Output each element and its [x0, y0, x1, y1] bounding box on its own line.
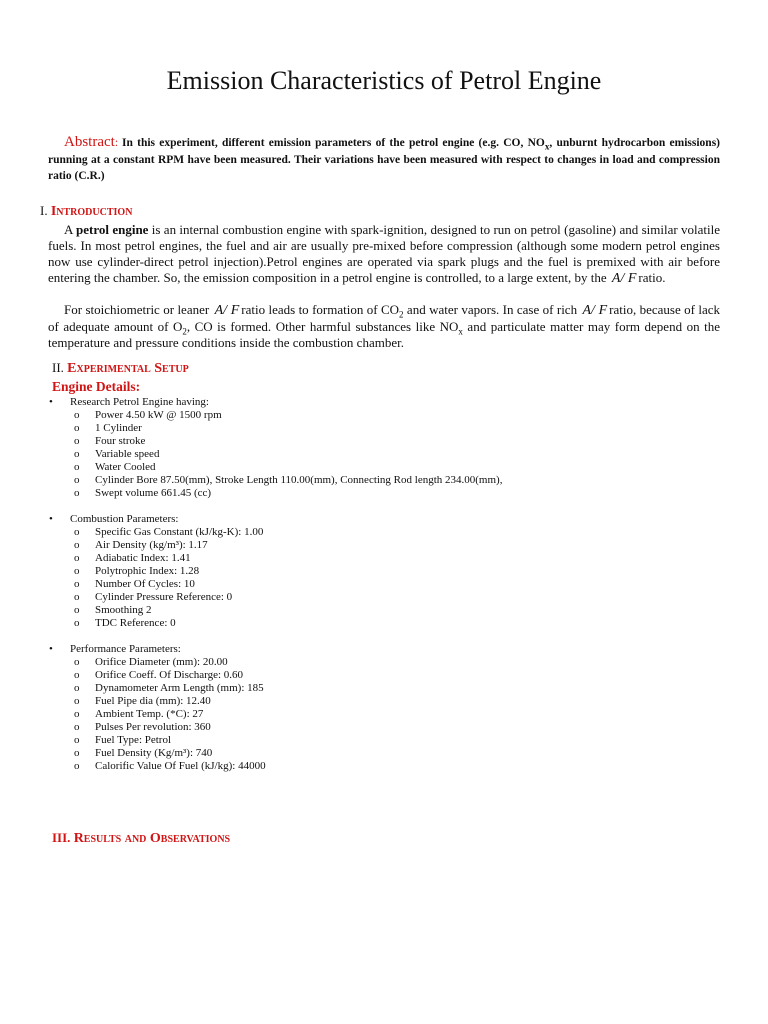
list-item-text: Water Cooled	[95, 461, 156, 473]
co2-subscript: 2	[399, 309, 404, 320]
list-item-text: Cylinder Bore 87.50(mm), Stroke Length 110.00(mm), Connecting Rod length 234.00(mm),	[95, 474, 503, 486]
af-ratio-symbol: A/ F	[611, 271, 637, 286]
list-heading-text: Performance Parameters:	[70, 643, 181, 655]
list-item	[48, 539, 728, 552]
introduction-paragraph-2: For stoichiometric or leaner A/ F ratio leads to formation of $CO_2$ and water vapors. In case of rich A/ F ratio, because of lack of adequate amount of $O_2$, CO is formed. Other harmful substances like $NO_x$ and particulate matter may form depend on the temperature and pressure conditions inside the combustion chamber.	[48, 302, 721, 350]
list-item-text: Power 4.50 kW @ 1500 rpm	[95, 409, 222, 421]
af-ratio-symbol: A/ F	[214, 303, 240, 318]
section-title: Results and Observations	[73, 831, 231, 846]
list-item-text: Cylinder Pressure Reference: 0	[95, 591, 233, 603]
parameter-group-combustion	[48, 513, 728, 630]
sub-bullet-marker: o	[74, 760, 80, 772]
sub-bullet-marker: o	[74, 604, 80, 616]
list-item-text: TDC Reference: 0	[95, 617, 176, 629]
bullet-marker: •	[49, 396, 53, 408]
af-ratio-symbol: A/ F	[582, 303, 608, 318]
section-number: II.	[52, 360, 64, 375]
sub-bullet-marker: o	[74, 539, 80, 551]
sub-bullet-marker: o	[74, 487, 80, 499]
sub-bullet-marker: o	[74, 747, 80, 759]
list-item	[48, 760, 728, 773]
sub-bullet-marker: o	[74, 578, 80, 590]
list-item-text: Fuel Type: Petrol	[95, 734, 172, 746]
section-heading-introduction	[40, 202, 132, 221]
section-heading-results	[52, 829, 230, 848]
bullet-marker: •	[49, 643, 53, 655]
list-item-text: Variable speed	[95, 448, 160, 460]
list-item	[48, 526, 728, 539]
list-item-text: Air Density (kg/m³): 1.17	[95, 539, 208, 551]
list-item	[48, 734, 728, 747]
sub-bullet-marker: o	[74, 552, 80, 564]
list-item	[48, 695, 728, 708]
list-item	[48, 448, 728, 461]
list-item	[48, 578, 728, 591]
list-heading-text: Combustion Parameters:	[70, 513, 179, 525]
introduction-paragraph-1: A petrol engine is an internal combustion engine with spark-ignition, designed to run on petrol (gasoline) and similar volatile fuels. In most petrol engines, the fuel and air are usually pre-mixed before compression (although some modern petrol engines now use cylinder-direct petrol injection).Petrol engines are operated via spark plugs and the fuel is premixed with air before entering the chamber. So, the emission composition in a petrol engine is controlled, to a large extent, by the A/ F ratio.	[48, 222, 721, 286]
sub-bullet-marker: o	[74, 565, 80, 577]
bullet-marker: •	[49, 513, 53, 525]
document-title: Emission Characteristics of Petrol Engine	[166, 66, 602, 95]
sub-bullet-marker: o	[74, 656, 80, 668]
list-item	[48, 708, 728, 721]
list-item-text: Four stroke	[95, 435, 146, 447]
sub-bullet-marker: o	[74, 617, 80, 629]
list-heading	[48, 513, 728, 526]
list-item	[48, 409, 728, 422]
section-number: I.	[40, 203, 48, 218]
list-heading	[48, 396, 728, 409]
list-item-text: Smoothing 2	[95, 604, 152, 616]
list-item	[48, 591, 728, 604]
list-item	[48, 617, 728, 630]
list-item	[48, 461, 728, 474]
section-heading-experimental-setup	[52, 359, 189, 378]
parameter-group-engine	[48, 396, 728, 500]
section-number: III.	[52, 830, 71, 845]
list-item-text: Pulses Per revolution: 360	[95, 721, 211, 733]
sub-bullet-marker: o	[74, 526, 80, 538]
list-item-text: Polytrophic Index: 1.28	[95, 565, 200, 577]
list-item-text: Number Of Cycles: 10	[95, 578, 195, 590]
list-item	[48, 656, 728, 669]
list-item-text: Orifice Coeff. Of Discharge: 0.60	[95, 669, 244, 681]
parameter-group-performance	[48, 643, 728, 773]
list-item-text: Dynamometer Arm Length (mm): 185	[95, 682, 264, 694]
list-item-text: Ambient Temp. (*C): 27	[95, 708, 204, 720]
list-item-text: Adiabatic Index: 1.41	[95, 552, 191, 564]
sub-bullet-marker: o	[74, 435, 80, 447]
section-title: Experimental Setup	[67, 361, 189, 376]
list-item	[48, 422, 728, 435]
abstract-text: In this experiment, different emission parameters of the petrol engine (e.g. CO, NO	[122, 137, 545, 149]
list-item-text: Calorific Value Of Fuel (kJ/kg): 44000	[95, 760, 266, 772]
list-item-text: 1 Cylinder	[95, 422, 142, 434]
sub-bullet-marker: o	[74, 409, 80, 421]
sub-bullet-marker: o	[74, 422, 80, 434]
list-item	[48, 435, 728, 448]
abstract-colon: :	[114, 137, 119, 149]
list-item	[48, 565, 728, 578]
list-item	[48, 604, 728, 617]
o2-subscript: 2	[182, 326, 187, 337]
sub-bullet-marker: o	[74, 708, 80, 720]
nox-subscript: x	[458, 326, 463, 337]
list-heading-text: Research Petrol Engine having:	[70, 396, 209, 408]
section-title: Introduction	[50, 204, 133, 219]
list-item-text: Swept volume 661.45 (cc)	[95, 487, 212, 499]
sub-bullet-marker: o	[74, 461, 80, 473]
list-item	[48, 721, 728, 734]
list-heading	[48, 643, 728, 656]
list-item-text: Specific Gas Constant (kJ/kg-K): 1.00	[95, 526, 264, 538]
abstract-nox-subscript: x	[544, 141, 550, 152]
abstract-label: Abstract	[64, 134, 115, 150]
sub-bullet-marker: o	[74, 695, 80, 707]
abstract	[48, 134, 720, 185]
list-item	[48, 474, 728, 487]
sub-bullet-marker: o	[74, 734, 80, 746]
term-petrol-engine: petrol engine	[76, 222, 149, 237]
list-item	[48, 682, 728, 695]
abstract-text-cont: , unburnt hydrocarbon emissions) running at a constant RPM have been measured. Their variations have been measured with respect to changes in load and compression ratio (C.R.)	[48, 137, 720, 182]
sub-bullet-marker: o	[74, 721, 80, 733]
sub-bullet-marker: o	[74, 669, 80, 681]
list-item	[48, 552, 728, 565]
list-item	[48, 487, 728, 500]
list-item-text: Orifice Diameter (mm): 20.00	[95, 656, 228, 668]
sub-bullet-marker: o	[74, 682, 80, 694]
engine-details-heading: Engine Details:	[52, 379, 141, 394]
sub-bullet-marker: o	[74, 448, 80, 460]
list-item-text: Fuel Density (Kg/m³): 740	[95, 747, 213, 759]
list-item-text: Fuel Pipe dia (mm): 12.40	[95, 695, 211, 707]
sub-bullet-marker: o	[74, 474, 80, 486]
sub-bullet-marker: o	[74, 591, 80, 603]
list-item	[48, 669, 728, 682]
list-item	[48, 747, 728, 760]
